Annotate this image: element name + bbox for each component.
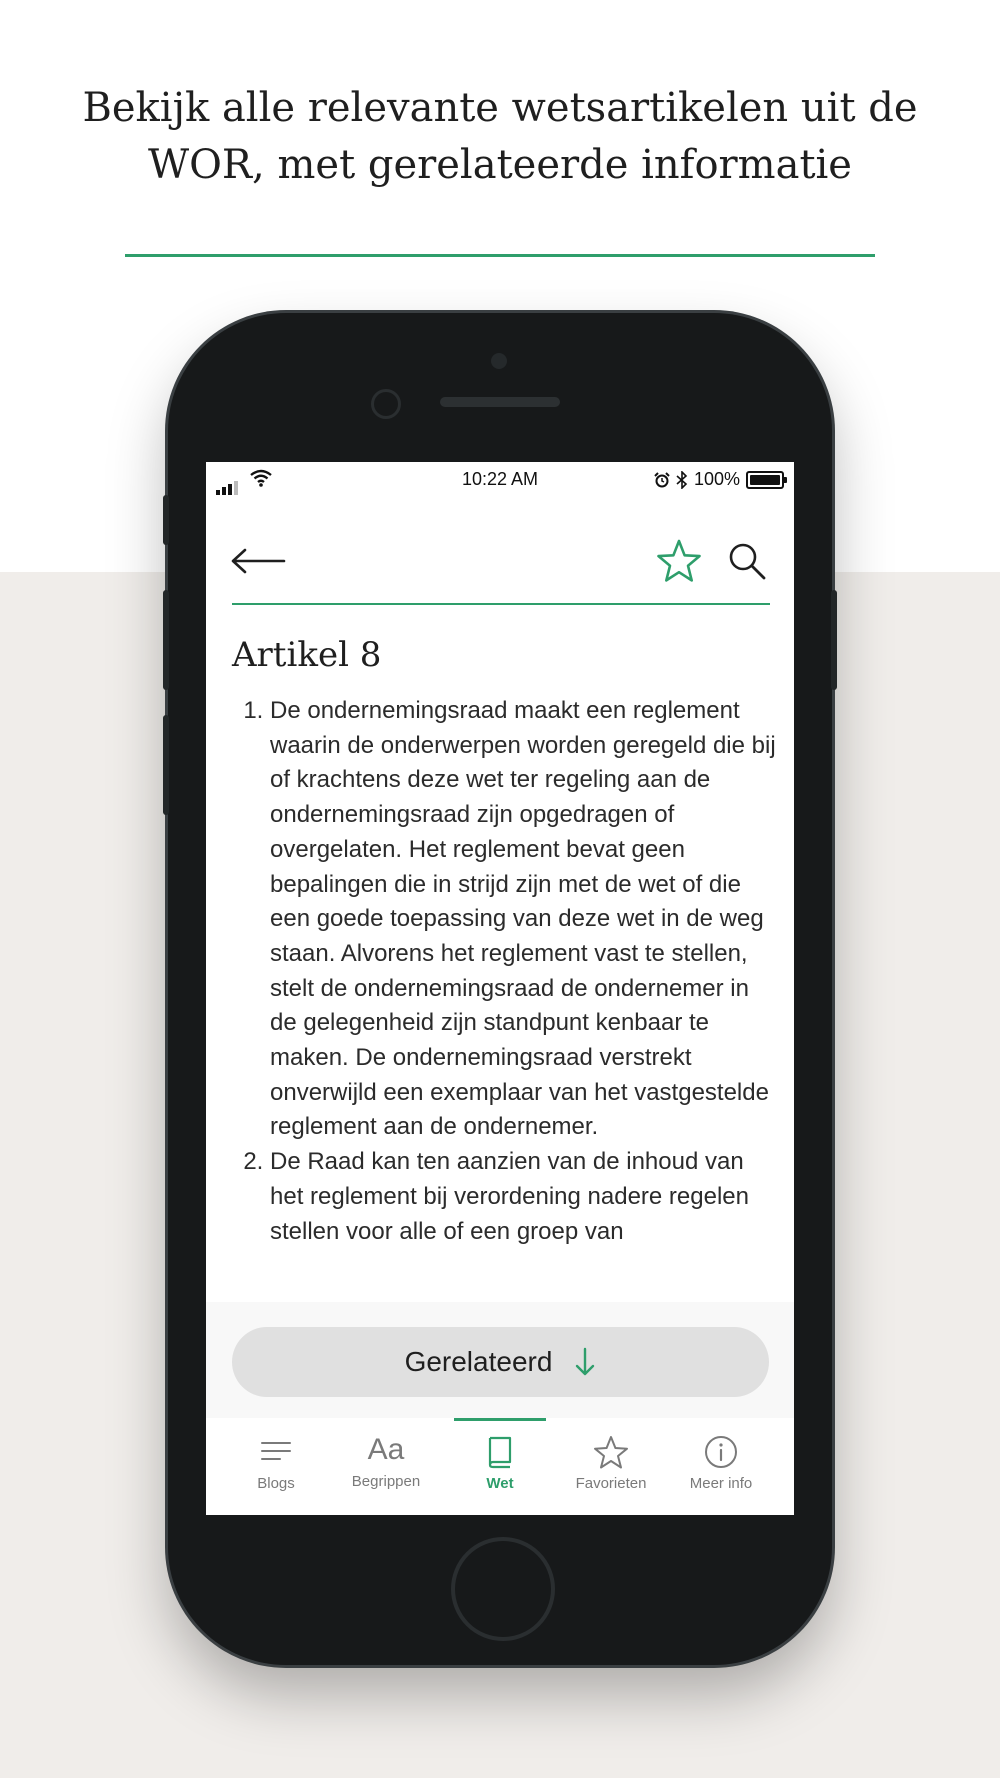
lines-icon <box>258 1434 294 1470</box>
back-arrow-icon[interactable] <box>230 546 286 576</box>
status-time: 10:22 AM <box>461 469 539 489</box>
article-title: Artikel 8 <box>232 635 382 675</box>
tab-blogs-label: Blogs <box>257 1475 295 1492</box>
battery-percent: 100% <box>693 469 740 489</box>
volume-up-button <box>163 590 169 690</box>
tab-favorieten[interactable] <box>556 1418 666 1515</box>
volume-down-button <box>163 715 169 815</box>
tab-begrippen-label: Begrippen <box>351 1473 421 1490</box>
tab-favorieten-label: Favorieten <box>575 1475 647 1492</box>
favorite-star-icon[interactable] <box>656 538 702 584</box>
power-button <box>831 590 837 690</box>
phone-screen <box>206 462 794 1515</box>
headline-line-2: WOR, met gerelateerde informatie <box>148 142 852 188</box>
star-icon <box>593 1434 629 1470</box>
info-icon <box>703 1434 739 1470</box>
related-button-label: Gerelateerd <box>404 1346 553 1377</box>
mute-switch <box>163 495 169 545</box>
article-list <box>232 694 777 1249</box>
tab-meer-info[interactable] <box>666 1418 776 1515</box>
related-button[interactable] <box>232 1327 769 1397</box>
article-item: 1. De ondernemingsraad maakt een reglement waarin de onderwerpen worden geregeld die bij of krachtens deze wet ter regeling aan de ondernemingsraad zijn opgedragen of overgelaten. Het reglement bevat geen bepalingen die in strijd zijn met de wet of die een goede toepassing van deze wet in de weg staan. Alvorens het reglement vast te stellen, stelt de ondernemingsraad de ondernemer in de gelegenheid zijn standpunt kenbaar te maken. De ondernemingsraad verstrekt onverwijld een exemplaar van het vastgestelde reglement aan de ondernemer. <box>270 694 777 1145</box>
status-right-group <box>654 469 784 490</box>
page-headline <box>60 80 940 194</box>
earpiece-speaker <box>440 397 560 407</box>
front-camera <box>371 389 401 419</box>
status-bar <box>206 462 794 496</box>
headline-divider <box>125 254 875 257</box>
arrow-down-icon <box>574 1347 596 1377</box>
proximity-sensor <box>491 353 507 369</box>
home-button[interactable] <box>451 1537 555 1641</box>
alarm-icon <box>654 472 670 488</box>
tab-blogs[interactable] <box>221 1418 331 1515</box>
tab-wet-label: Wet <box>486 1475 514 1492</box>
headline-line-1: Bekijk alle relevante wetsartikelen uit de <box>82 85 918 131</box>
search-icon[interactable] <box>726 540 768 582</box>
tab-begrippen[interactable] <box>331 1418 441 1515</box>
book-icon <box>482 1434 518 1470</box>
text-size-icon: Aa <box>367 1433 405 1466</box>
tab-wet[interactable] <box>445 1418 555 1515</box>
article-item: 2. De Raad kan ten aanzien van de inhoud van het reglement bij verordening nadere regelen stellen voor alle of een groep van <box>270 1145 777 1249</box>
bluetooth-icon <box>676 471 688 489</box>
nav-divider <box>232 603 770 605</box>
tab-bar <box>206 1418 794 1515</box>
battery-icon <box>746 471 784 489</box>
tab-meer-info-label: Meer info <box>689 1475 753 1492</box>
